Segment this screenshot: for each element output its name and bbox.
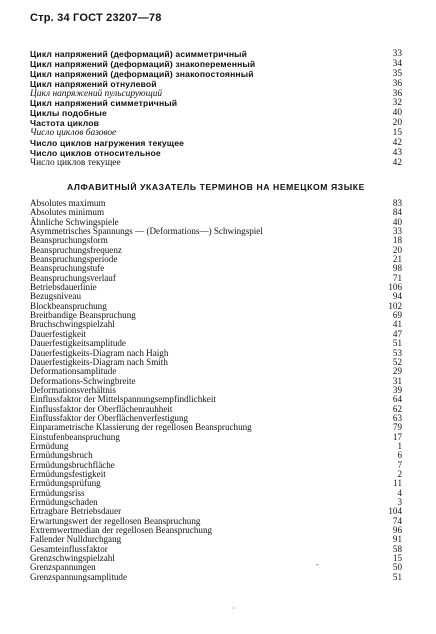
term-number: 42 xyxy=(392,138,402,149)
term-text: Ermüdungsprüfung xyxy=(30,478,101,489)
term-number: 83 xyxy=(392,198,402,208)
term-number: 50 xyxy=(392,562,402,573)
term-number: 52 xyxy=(392,356,402,367)
term-number: 15 xyxy=(392,553,402,564)
term-text: Grenzspannungsamplitude xyxy=(30,571,127,582)
term-number: 69 xyxy=(392,310,402,321)
term-number: 31 xyxy=(392,375,402,386)
term-text: Число циклов текущее xyxy=(30,157,121,168)
term-number: 98 xyxy=(392,263,402,274)
term-text: Ähnliche Schwingspiele xyxy=(30,216,119,227)
term-text: Dauerfestigkeitsamplitude xyxy=(30,338,126,349)
term-number: 35 xyxy=(392,68,402,79)
term-number: 51 xyxy=(392,338,402,349)
term-text: Breitbandige Beanspruchung xyxy=(30,310,136,321)
term-text: Dauerfestigkeits-Diagram nach Smith xyxy=(30,356,168,367)
term-text: Extremwertmedian der regellosen Beanspruchung xyxy=(30,525,213,536)
term-number: 39 xyxy=(392,384,402,395)
term-number: 41 xyxy=(392,319,402,330)
term-number: 96 xyxy=(392,525,402,536)
term-text: Fallender Nulldurchgang xyxy=(30,534,122,545)
term-number: 11 xyxy=(393,478,402,489)
term-text: Ermüdungsbruch xyxy=(30,450,93,461)
term-number: 21 xyxy=(392,254,402,265)
term-number: 106 xyxy=(388,282,402,293)
term-text: Asymmetrisches Spannungs — (Deformations—) Schwingspiel xyxy=(30,226,263,237)
page-header: Стр. 34 ГОСТ 23207—78 xyxy=(30,12,162,24)
term-text: Частота циклов xyxy=(30,118,100,129)
term-row xyxy=(30,283,402,292)
term-text: Bezugsniveau xyxy=(30,291,82,302)
term-number: 2 xyxy=(397,468,402,479)
term-number: 18 xyxy=(392,235,402,246)
term-text: Gesamteinflussfaktor xyxy=(30,543,108,554)
term-text: Erwartungswert der regellosen Beanspruchung xyxy=(30,515,201,526)
term-number: 36 xyxy=(392,78,402,89)
term-row xyxy=(30,573,402,582)
term-text: Ermüdungsriss xyxy=(30,487,85,498)
term-number: 104 xyxy=(388,506,402,517)
term-text: Deformationsamplitude xyxy=(30,366,117,377)
term-number: 29 xyxy=(392,366,402,377)
term-text: Grenzschwingspielzahl xyxy=(30,553,115,564)
term-number: 102 xyxy=(388,300,402,311)
term-text: Число циклов относительное xyxy=(30,147,161,158)
term-text: Цикл напряжений (деформаций) знакопостоянный xyxy=(30,68,254,79)
term-number: 20 xyxy=(392,118,402,129)
term-row xyxy=(30,159,402,169)
term-number: 33 xyxy=(392,226,402,237)
term-text: Цикл напряжений (деформаций) знакопеременный xyxy=(30,58,256,69)
term-text: Ermüdungschaden xyxy=(30,497,98,507)
term-text: Einstufenbeanspruchung xyxy=(30,431,120,442)
term-text: Beanspruchungstufe xyxy=(30,263,105,274)
term-text: Absolutes maximum xyxy=(30,198,106,208)
term-number: 58 xyxy=(392,543,402,554)
term-number: 91 xyxy=(392,534,402,545)
term-number: 6 xyxy=(397,450,402,461)
term-number: 20 xyxy=(392,244,402,255)
term-text: Beanspruchungsfrequenz xyxy=(30,244,122,255)
term-number: 79 xyxy=(392,422,402,433)
stray-mark: - xyxy=(316,560,319,569)
stray-mark: · xyxy=(232,604,235,613)
term-text: Deformationsverhältnis xyxy=(30,384,116,395)
term-number: 34 xyxy=(392,58,402,69)
term-text: Цикл напряжений симметричный xyxy=(30,98,178,109)
term-text: Beanspruchungsverlauf xyxy=(30,272,116,283)
term-number: 36 xyxy=(392,88,402,99)
term-text: Betriebsdauerlinie xyxy=(30,282,97,293)
term-number: 47 xyxy=(392,328,402,339)
section-title: АЛФАВИТНЫЙ УКАЗАТЕЛЬ ТЕРМИНОВ НА НЕМЕЦКОМ ЯЗЫКЕ xyxy=(67,182,365,192)
term-number: 3 xyxy=(397,497,402,507)
term-text: Einflussfaktor der Oberflächenverfestigung xyxy=(30,412,189,423)
term-number: 40 xyxy=(392,216,402,227)
term-text: Цикл напряжений (деформаций) асимметричный xyxy=(30,49,248,59)
term-number: 43 xyxy=(392,147,402,158)
term-number: 51 xyxy=(392,571,402,582)
term-text: Einparametrische Klassierung der regellosen Beanspruchung xyxy=(30,422,252,433)
term-number: 64 xyxy=(392,394,402,405)
term-number: 74 xyxy=(392,515,402,526)
term-text: Beanspruchungsperiode xyxy=(30,254,118,265)
term-text: Bruchschwingspielzahl xyxy=(30,319,115,330)
term-number: 15 xyxy=(392,128,402,139)
term-number: 62 xyxy=(392,403,402,414)
term-number: 71 xyxy=(392,272,402,283)
term-text: Ertragbare Betriebsdauer xyxy=(30,506,122,517)
term-number: 4 xyxy=(397,487,402,498)
term-text: Ermüdung xyxy=(30,440,69,451)
term-text: Deformations-Schwingbreite xyxy=(30,375,136,386)
term-text: Beanspruchungsform xyxy=(30,235,108,246)
term-text: Ermüdungsfestigkeit xyxy=(30,468,106,479)
term-text: Число циклов базовое xyxy=(30,128,117,139)
term-text: Dauerfestigkeits-Diagram nach Haigh xyxy=(30,347,169,358)
term-number: 7 xyxy=(397,459,402,470)
term-text: Цикл напряжений пульсирующий xyxy=(30,88,163,99)
term-text: Число циклов нагружения текущее xyxy=(30,138,185,149)
term-text: Цикл напряжений отнулевой xyxy=(30,78,157,89)
term-text: Einflussfaktor der Mittelspannungsempfindlichkeit xyxy=(30,394,216,405)
term-number: 94 xyxy=(392,291,402,302)
term-number: 33 xyxy=(392,49,402,59)
term-number: 42 xyxy=(392,157,402,168)
term-text: Einflussfaktor der Oberflächenrauhheit xyxy=(30,403,173,414)
term-number: 63 xyxy=(392,412,402,423)
term-number: 17 xyxy=(392,431,402,442)
term-text: Absolutes minimum xyxy=(30,207,105,218)
term-row xyxy=(30,433,402,442)
term-text: Ermüdungsbruchfläche xyxy=(30,459,115,470)
term-text: Циклы подобные xyxy=(30,108,107,119)
term-row xyxy=(30,479,402,488)
term-text: Grenzspannungen xyxy=(30,562,96,573)
term-number: 84 xyxy=(392,207,402,218)
german-terms-list xyxy=(30,199,402,582)
russian-terms-list xyxy=(30,50,402,169)
term-text: Blockbeanspruchung xyxy=(30,300,107,311)
term-number: 1 xyxy=(397,440,402,451)
term-number: 40 xyxy=(392,108,402,119)
term-number: 53 xyxy=(392,347,402,358)
term-number: 32 xyxy=(392,98,402,109)
term-text: Dauerfestigkeit xyxy=(30,328,87,339)
